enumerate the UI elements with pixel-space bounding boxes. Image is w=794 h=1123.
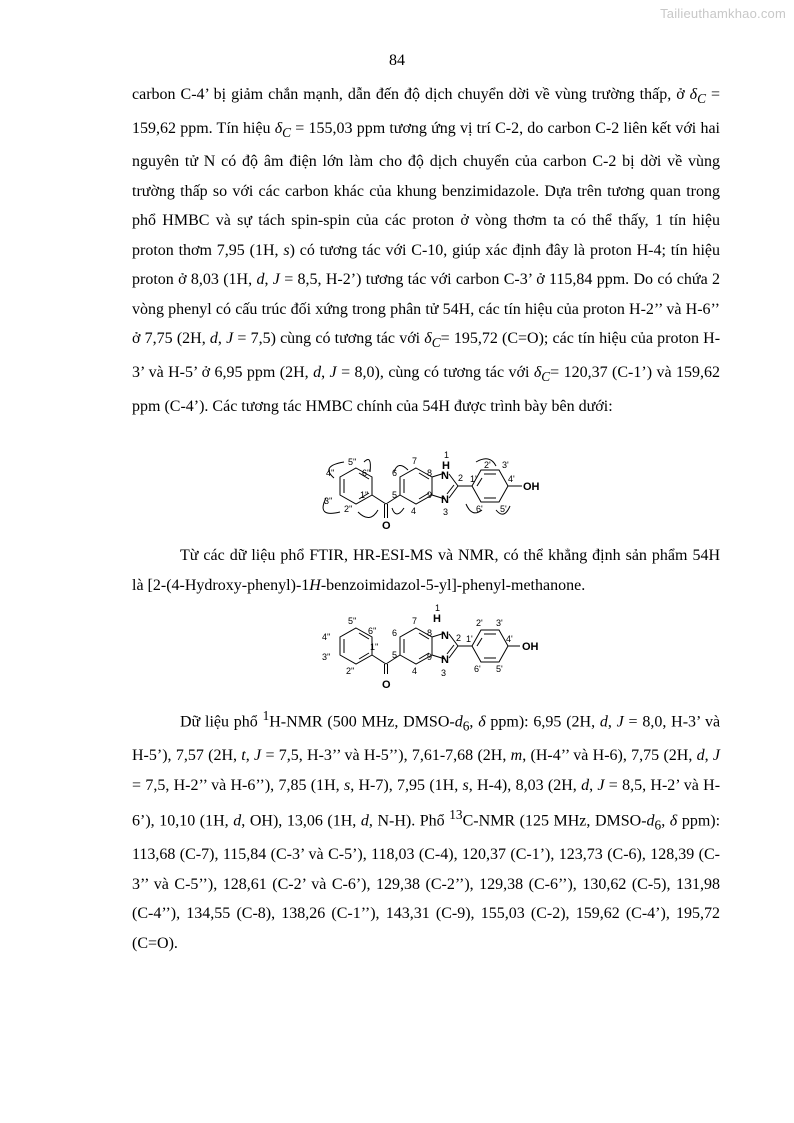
atom-label: 7 [412, 616, 418, 626]
atom-label: 9 [427, 490, 433, 500]
atom-label: 7 [412, 456, 418, 466]
text-run: , OH), 13,06 (1H, [241, 812, 361, 830]
atom-label: 1' [470, 474, 477, 484]
text-run: ) có tương tác với C-10, giúp xác định đây là proton H-4; tín hiệu proton ở 8,03 (1H, [132, 241, 720, 289]
atom-label: O [382, 679, 391, 691]
atom-label: 1'' [370, 642, 379, 652]
coupling-j: J [616, 713, 624, 731]
atom-label: 8 [427, 628, 433, 638]
text-run: = 195,72 (C=O); các tín hiệu của proton H-3’ và H-5’ ở 6,95 ppm (2H, [132, 330, 721, 382]
text-run: , [589, 776, 598, 794]
text-run: H-4), 8,03 (2H, [472, 776, 582, 794]
atom-label: 2 [458, 473, 464, 483]
watermark: Tailieuthamkhao.com [660, 6, 786, 21]
atom-label: 9 [427, 652, 433, 662]
bond-n3-c2 [449, 646, 458, 658]
atom-label: 6 [392, 628, 398, 638]
atom-label: 2 [456, 633, 462, 643]
text-run: C-NMR (125 MHz, DMSO- [462, 812, 647, 830]
atom-label: 6 [392, 468, 398, 478]
delta-symbol: δ [274, 119, 283, 137]
hmbc-arrow [392, 508, 404, 514]
delta-symbol: δ [669, 812, 678, 830]
bond-n1-c2 [449, 474, 458, 486]
coupling-j: J [272, 271, 280, 289]
page-number: 84 [389, 52, 405, 69]
atom-label: H [442, 460, 450, 472]
text-run: -benzoimidazol-5-yl]-phenyl-methanone. [320, 576, 586, 594]
text-run: H-NMR (500 MHz, DMSO- [269, 713, 455, 731]
text-run: = 120,37 (C-1’) và 159,62 ppm (C-4’). Các tương tác HMBC chính của 54H được trình bày bên dưới: [132, 364, 721, 415]
atom-label: 3 [443, 507, 449, 517]
text-run: carbon C-4’ bị giảm chắn mạnh, dẫn đến độ dịch chuyển dời về vùng trường thấp, ở [132, 86, 690, 103]
text-run: = 155,03 ppm tương ứng vị trí C-2, do carbon C-2 liên kết với hai nguyên tử N có độ âm điện lớn làm cho độ dịch chuyển của carbon C-2 bị dời về vùng trường thấp so với các carbon khác của khung benzimidazole. Dựa trên tương quan trong phổ HMBC và sự tách spin-spin của các proton ở vòng thơm ta có thể thấy, 1 tín hiệu proton thơm 7,95 (1H, [132, 119, 721, 259]
atom-label: 4'' [326, 468, 335, 478]
atom-label: 3'' [322, 652, 331, 662]
text-run: , [264, 271, 273, 289]
text-run: = 7,5, H-3’’ và H-5’’), 7,61-7,68 (2H, [261, 747, 511, 765]
text-run: = 8,0, H-3’ và H-5’), 7,57 (2H, [132, 713, 721, 765]
hmbc-figure [300, 448, 550, 556]
atom-label: 1 [435, 603, 441, 613]
atom-label: 5' [496, 664, 503, 674]
paragraph-conclusion [132, 541, 720, 600]
atom-label: 3'' [324, 496, 333, 506]
subscript-c: C [541, 369, 551, 385]
delta-symbol: δ [478, 713, 486, 731]
multiplicity-s: s [343, 776, 351, 794]
subscript-c: C [697, 91, 706, 107]
text-run: = 8,0), cùng có tương tác với [336, 364, 534, 382]
structure-svg [308, 600, 548, 692]
atom-label: 4 [412, 666, 418, 676]
bond-n3-c2 [449, 486, 458, 498]
subscript-6: 6 [462, 718, 470, 734]
atom-label: 1' [466, 634, 473, 644]
atom-label: 3' [502, 460, 509, 470]
bond-ring-double [477, 478, 482, 486]
text-run: = 8,5, H-2’) tương tác với carbon C-3’ ở 115,84 ppm. Do có chứa 2 vòng phenyl có cấu trúc đối xứng trong phân tử 54H, các tín hiệu của proton H-2’’ và H-6’’ ở 7,75 (2H, [132, 271, 720, 348]
atom-label: 6' [474, 664, 481, 674]
atom-label: N [441, 654, 449, 666]
multiplicity-d: d [581, 776, 590, 794]
atom-label: 4 [411, 506, 417, 516]
coupling-j: J [226, 330, 234, 348]
atom-label: 4'' [322, 632, 331, 642]
multiplicity-d: d [256, 271, 265, 289]
bond-carbonyl-left [372, 655, 386, 664]
text-run: , (H-4’’ và H-6), 7,75 (2H, [522, 747, 697, 765]
multiplicity-s: s [283, 241, 290, 259]
atom-label: 4' [506, 634, 513, 644]
atom-label: 4' [508, 474, 515, 484]
multiplicity-d: d [599, 713, 608, 731]
multiplicity-d: d [696, 747, 705, 765]
multiplicity-d: d [313, 364, 322, 382]
atom-label: OH [522, 641, 539, 653]
text-run: ppm): 6,95 (2H, [485, 713, 600, 731]
italic-d: d [646, 812, 655, 830]
delta-symbol: δ [689, 86, 698, 103]
subscript-c: C [431, 335, 441, 351]
text-run: Dữ liệu phổ [180, 713, 263, 731]
text-run: = 8,5, H-2’ và H-6’), 10,10 (1H, [132, 776, 721, 830]
atom-label: 3' [496, 618, 503, 628]
atom-label: 2' [484, 460, 491, 470]
atom-label: O [382, 520, 391, 532]
atom-label: 5 [392, 490, 398, 500]
multiplicity-s: s [462, 776, 469, 794]
bond-ring-double [477, 638, 482, 646]
paragraph-nmr-data: Dữ liệu phổ $^1$H-NMR (500 MHz, DMSO-$d_6$, δ ppm): 6,95 (2H, d, J = 8,0, H-3’ và H-5’), 7,57 (2H, t, J = 7,5, H-3’’ và H-5’’), 7,61-7,68 (2H, m, (H-4’’ và H-6), 7,75 (2H, d, J = 7,5, H-2’’ và H-6’’), 7,85 (1H, s, H-7), 7,95 (1H, s, H-4), 8,03 (2H, d, J = 8,5, H-2’ và H-6’), 10,10 (1H, d, OH), 13,06 (1H, d, N-H). Phổ $^{13}$C-NMR (125 MHz, DMSO-$d_6$, δ ppm): 113,68 (C-7), 115,84 (C-3’ và C-5’), 118,03 (C-4), 120,37 (C-1’), 123,73 (C-6), 128,39 (C-3’’ và C-5’’), 128,61 (C-2’ và C-6’), 129,38 (C-2’’), 129,38 (C-6’’), 130,62 (C-5), 131,98 (C-4’’), 134,55 (C-8), 138,26 (C-1’’), 143,31 (C-9), 155,03 (C-2), 159,62 (C-4’), 195,72 (C=O). [132, 708, 721, 952]
text-run: , [469, 713, 479, 731]
atom-label: 2'' [344, 504, 353, 514]
text-run: = 7,5) cùng có tương tác với [233, 330, 425, 348]
multiplicity-d: d [360, 812, 369, 830]
italic-d: d [454, 713, 463, 731]
atom-label: 6' [476, 504, 483, 514]
multiplicity-t: t [241, 747, 246, 765]
atom-label: H [433, 613, 441, 625]
atom-label: 2' [476, 618, 483, 628]
atom-label: N [441, 630, 449, 642]
text-run: Từ các dữ liệu phổ FTIR, HR-ESI-MS và NMR, có thể khẳng định sản phẩm 54H là [2-(4-Hydroxy-phenyl)-1 [132, 547, 720, 594]
hmbc-structure-svg [300, 448, 550, 556]
italic-h: H [309, 576, 321, 594]
coupling-j: J [712, 747, 721, 765]
delta-symbol: δ [533, 364, 542, 382]
atom-label: 8 [427, 468, 433, 478]
text-run: , [704, 747, 713, 765]
text-run: , [661, 812, 670, 830]
superscript-13: 13 [449, 807, 463, 823]
atom-label: 6'' [362, 468, 371, 478]
text-run: = 7,5, H-2’’ và H-6’’), 7,85 (1H, [132, 776, 344, 794]
atom-label: 2'' [346, 666, 355, 676]
text-run: ppm): 113,68 (C-7), 115,84 (C-3’ và C-5’), 118,03 (C-4), 120,37 (C-1’), 123,73 (C-6), 128,39 (C-3’’ và C-5’’), 128,61 (C-2’ và C-6’), 129,38 (C-2’’), 129,38 (C-6’’), 130,62 (C-5), 131,98 (C-4’’), 134,55 (C-8), 138,26 (C-1’’), 143,31 (C-9), 155,03 (C-2), 159,62 (C-4’), 195,72 (C=O). [132, 812, 721, 952]
multiplicity-m: m [510, 747, 523, 765]
atom-label: 5 [392, 650, 398, 660]
delta-symbol: δ [424, 330, 432, 348]
atom-label: 6'' [368, 626, 377, 636]
text-run: , N-H). Phổ [368, 812, 450, 830]
text-run: , [245, 747, 255, 765]
text-run: , [607, 713, 617, 731]
atom-label: 1'' [360, 490, 369, 500]
atom-label: 5' [500, 504, 507, 514]
atom-label: N [441, 470, 449, 482]
coupling-j: J [597, 776, 605, 794]
subscript-c: C [282, 124, 292, 140]
atom-label: 1 [444, 450, 450, 460]
bond-carbonyl-left [372, 495, 386, 504]
text-run: = 159,62 ppm. Tín hiệu [132, 86, 721, 137]
paragraph-hmbc-discussion [132, 80, 720, 421]
atom-label: OH [523, 481, 540, 493]
atom-label: 5'' [348, 616, 357, 626]
atom-label: 5'' [348, 457, 357, 467]
superscript-1: 1 [262, 708, 270, 723]
multiplicity-d: d [209, 330, 218, 348]
subscript-6: 6 [654, 817, 662, 833]
structure-figure [308, 600, 548, 692]
coupling-j: J [329, 364, 337, 382]
text-run: , [217, 330, 227, 348]
text-run: , [321, 364, 330, 382]
multiplicity-d: d [233, 812, 242, 830]
atom-label: 3 [441, 668, 447, 678]
text-run: , H-7), 7,95 (1H, [350, 776, 463, 794]
hmbc-arrow [358, 510, 378, 518]
coupling-j: J [254, 747, 262, 765]
atom-label: N [441, 494, 449, 506]
